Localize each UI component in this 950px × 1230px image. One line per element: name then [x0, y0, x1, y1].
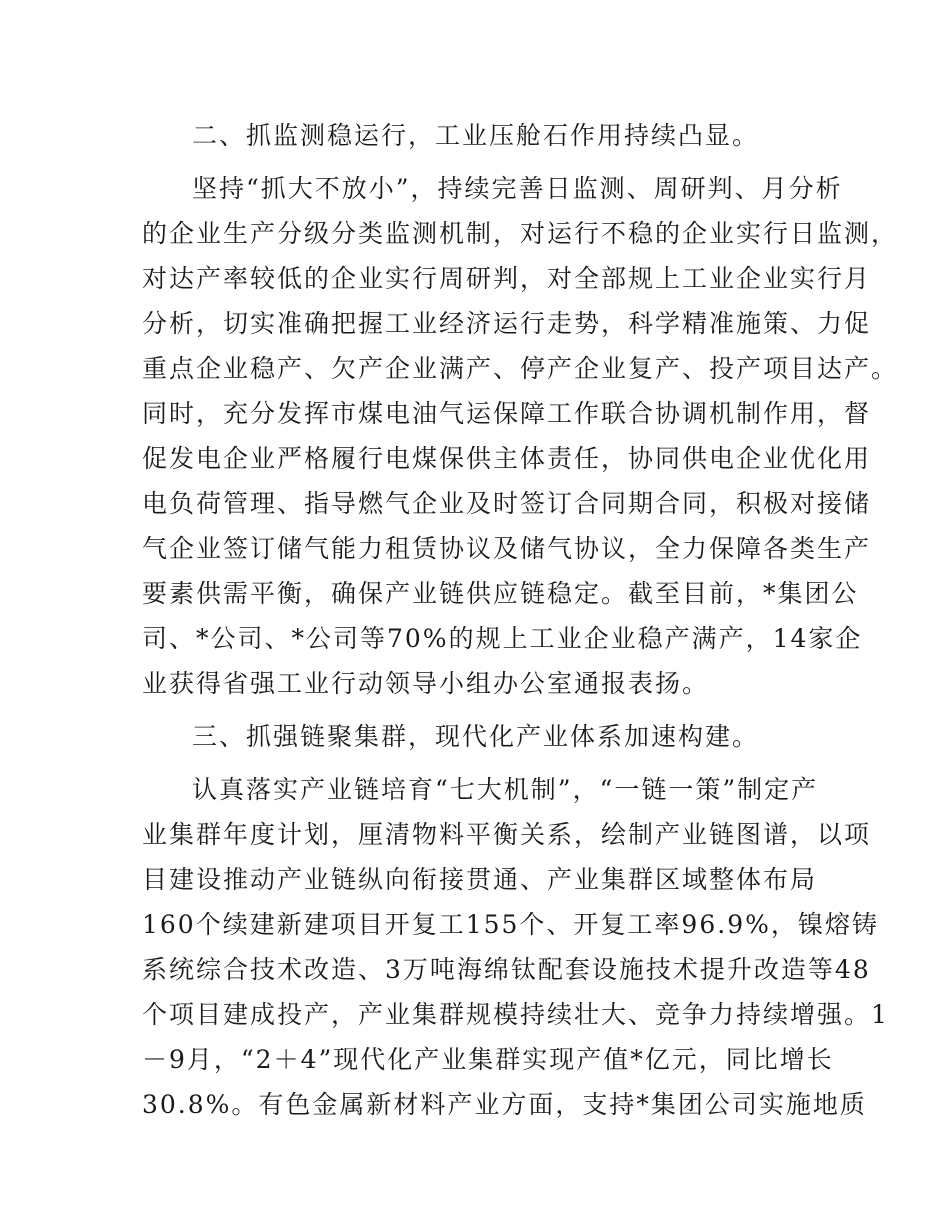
paragraph-line: 160个续建新建项目开复工155个、开复工率96.9%，镍熔铸: [142, 910, 879, 939]
paragraph-line: 重点企业稳产、欠产企业满产、停产企业复产、投产项目达产。: [142, 354, 899, 383]
paragraph-line: 业集群年度计划，厘清物料平衡关系，绘制产业链图谱，以项: [142, 820, 872, 849]
paragraph-line: 司、*公司、*公司等70%的规上工业企业稳产满产，14家企: [142, 624, 863, 653]
paragraph-line: 的企业生产分级分类监测机制，对运行不稳的企业实行日监测，: [142, 219, 899, 248]
paragraph-line: 30.8%。有色金属新材料产业方面，支持*集团公司实施地质: [142, 1090, 867, 1119]
paragraph-line: 要素供需平衡，确保产业链供应链稳定。截至目前，*集团公: [142, 579, 859, 608]
paragraph-line: 业获得省强工业行动领导小组办公室通报表扬。: [142, 669, 710, 698]
paragraph-line: 个项目建成投产，产业集群规模持续壮大、竞争力持续增强。1: [142, 1000, 889, 1029]
section-heading: 三、抓强链聚集群，现代化产业体系加速构建。: [192, 722, 760, 751]
paragraph-line: 同时，充分发挥市煤电油气运保障工作联合协调机制作用，督: [142, 399, 872, 428]
paragraph-line: 认真落实产业链培育“七大机制”，“一链一策”制定产: [192, 775, 819, 804]
paragraph-line: 目建设推动产业链纵向衔接贯通、产业集群区域整体布局: [142, 865, 818, 894]
paragraph-line: 分析，切实准确把握工业经济运行走势，科学精准施策、力促: [142, 309, 872, 338]
section-heading: 二、抓监测稳运行，工业压舱石作用持续凸显。: [192, 121, 760, 150]
paragraph-line: 气企业签订储气能力租赁协议及储气协议，全力保障各类生产: [142, 534, 872, 563]
paragraph-line: 电负荷管理、指导燃气企业及时签订合同期合同，积极对接储: [142, 489, 872, 518]
paragraph-line: 坚持“抓大不放小”，持续完善日监测、周研判、月分析: [192, 174, 843, 203]
paragraph-line: 促发电企业严格履行电煤保供主体责任，协同供电企业优化用: [142, 444, 872, 473]
paragraph-line: 对达产率较低的企业实行周研判，对全部规上工业企业实行月: [142, 264, 872, 293]
paragraph-line: 系统综合技术改造、3万吨海绵钛配套设施技术提升改造等48: [142, 955, 871, 984]
paragraph-line: －9月，“2＋4”现代化产业集群实现产值*亿元，同比增长: [142, 1045, 834, 1074]
